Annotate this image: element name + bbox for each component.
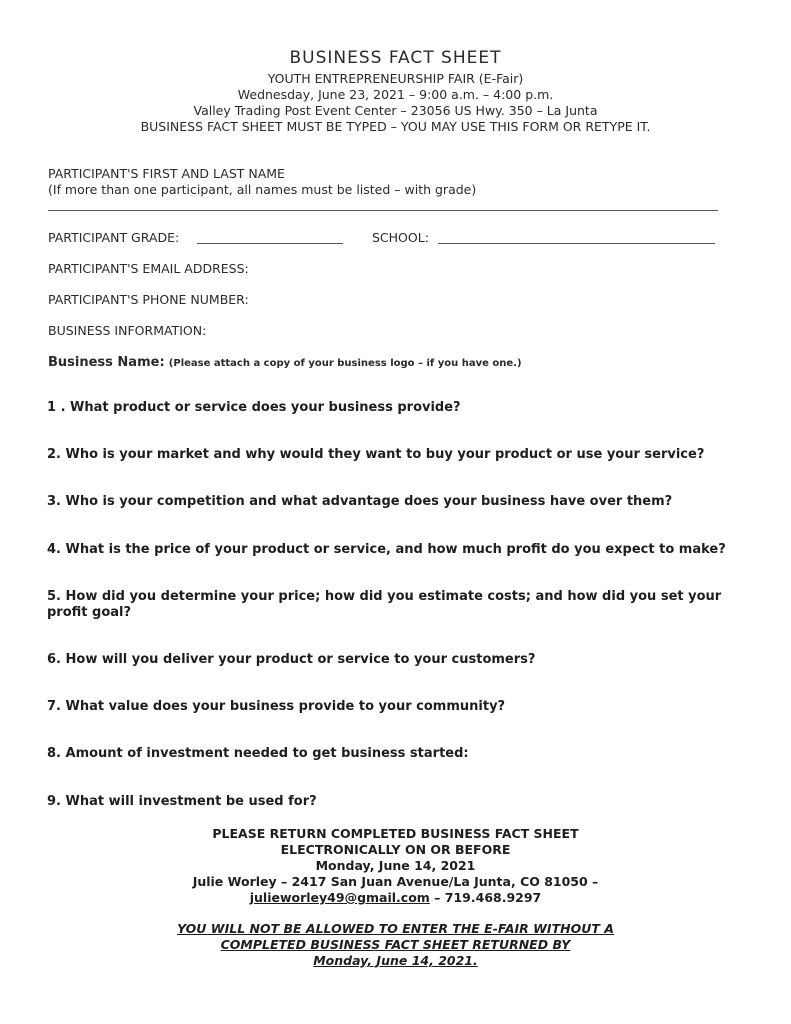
- business-info-label: BUSINESS INFORMATION:: [48, 323, 207, 338]
- warning-line-2: COMPLETED BUSINESS FACT SHEET RETURNED BY: [220, 937, 571, 952]
- warning-line-3: Monday, June 14, 2021.: [313, 953, 478, 968]
- event-name: YOUTH ENTREPRENEURSHIP FAIR (E-Fair): [267, 71, 524, 86]
- participant-name-label: PARTICIPANT'S FIRST AND LAST NAME: [48, 166, 285, 181]
- contact-row: [0, 890, 791, 906]
- question-3: 3. Who is your competition and what advantage does your business have over them?: [47, 494, 673, 509]
- grade-line[interactable]: [197, 243, 343, 244]
- question-8: 8. Amount of investment needed to get business started:: [47, 746, 469, 761]
- participant-name-note: (If more than one participant, all names must be listed – with grade): [48, 182, 477, 197]
- email-label: PARTICIPANT'S EMAIL ADDRESS:: [48, 261, 249, 276]
- grade-label: PARTICIPANT GRADE:: [48, 230, 180, 245]
- question-6: 6. How will you deliver your product or service to your customers?: [47, 652, 536, 667]
- question-1: 1 . What product or service does your business provide?: [47, 400, 461, 415]
- contact-address: Julie Worley – 2417 San Juan Avenue/La Junta, CO 81050 –: [192, 874, 599, 889]
- event-datetime: Wednesday, June 23, 2021 – 9:00 a.m. – 4:00 p.m.: [237, 87, 554, 102]
- return-deadline: Monday, June 14, 2021: [315, 858, 476, 873]
- question-9: 9. What will investment be used for?: [47, 794, 317, 809]
- question-2: 2. Who is your market and why would they want to buy your product or use your service?: [47, 447, 705, 462]
- contact-email-link[interactable]: julieworley49@gmail.com: [249, 890, 430, 905]
- question-4: 4. What is the price of your product or service, and how much profit do you expect to make?: [47, 542, 726, 557]
- phone-label: PARTICIPANT'S PHONE NUMBER:: [48, 292, 249, 307]
- business-name-label: Business Name:: [48, 355, 165, 370]
- question-5: 5. How did you determine your price; how did you estimate costs; and how did you set your profit goal?: [47, 589, 722, 620]
- page-title: BUSINESS FACT SHEET: [289, 48, 502, 68]
- return-instruction: PLEASE RETURN COMPLETED BUSINESS FACT SHEET: [212, 826, 579, 841]
- warning-line-1: YOU WILL NOT BE ALLOWED TO ENTER THE E-FAIR WITHOUT A: [177, 921, 614, 936]
- return-method: ELECTRONICALLY ON OR BEFORE: [280, 842, 511, 857]
- question-7: 7. What value does your business provide to your community?: [47, 699, 506, 714]
- typing-instruction: BUSINESS FACT SHEET MUST BE TYPED – YOU MAY USE THIS FORM OR RETYPE IT.: [140, 119, 651, 134]
- contact-phone: – 719.468.9297: [429, 890, 542, 905]
- business-name-note: (Please attach a copy of your business logo – if you have one.): [168, 358, 522, 369]
- school-line[interactable]: [438, 243, 715, 244]
- school-label: SCHOOL:: [372, 230, 429, 245]
- event-location: Valley Trading Post Event Center – 23056 US Hwy. 350 – La Junta: [193, 103, 598, 118]
- business-name-row: [48, 355, 522, 370]
- participant-name-line[interactable]: [48, 210, 718, 211]
